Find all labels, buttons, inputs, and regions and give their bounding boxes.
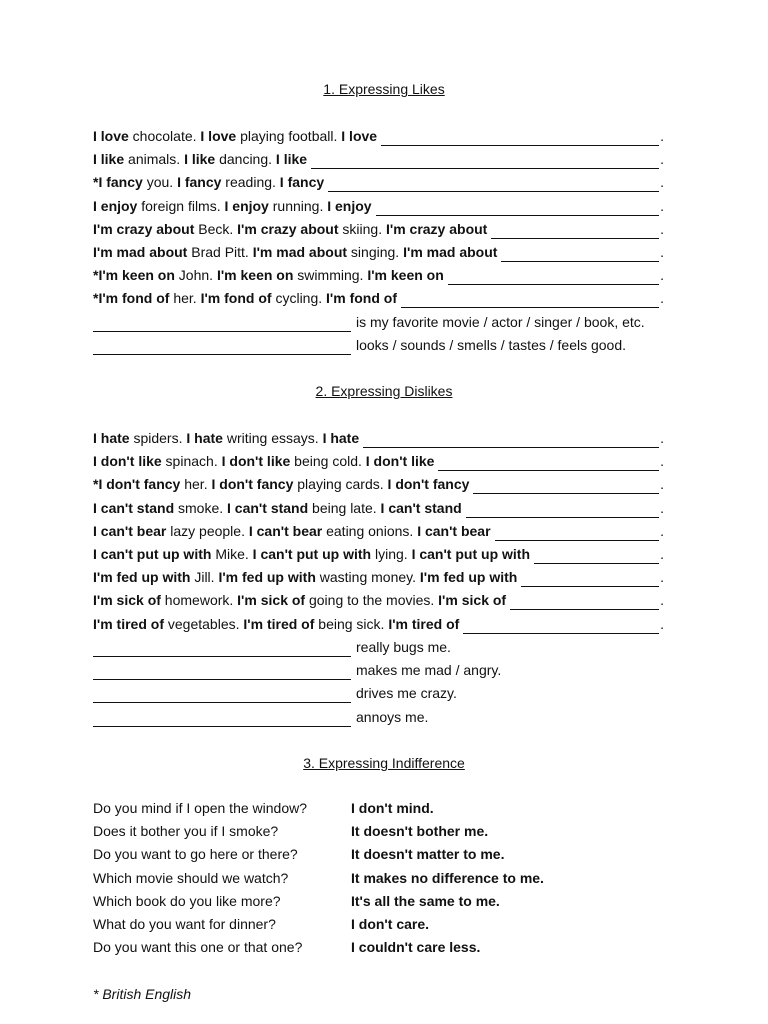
example-text: skiing. (338, 220, 386, 237)
key-phrase: I'm sick of (438, 592, 507, 609)
indifference-answer: It's all the same to me. (351, 892, 500, 909)
key-phrase: I don't fancy (211, 476, 294, 493)
answer-blank[interactable] (311, 154, 659, 169)
sentence-row (93, 196, 664, 216)
key-phrase: I'm crazy about (93, 220, 195, 237)
key-phrase: I'm keen on (367, 267, 444, 284)
answer-blank[interactable] (328, 177, 659, 192)
period: . (660, 151, 664, 168)
example-text: vegetables. (164, 615, 244, 632)
example-text: homework. (160, 592, 238, 609)
completion-text: drives me crazy. (356, 685, 457, 702)
key-phrase: I can't stand (93, 499, 175, 516)
example-text: foreign films. (137, 197, 225, 214)
key-phrase: I enjoy (93, 197, 138, 214)
sentence-row (93, 219, 664, 239)
key-phrase: *I'm keen on (93, 267, 175, 284)
period: . (660, 592, 664, 609)
key-phrase: *I'm fond of (93, 290, 170, 307)
key-phrase: I hate (93, 430, 130, 446)
key-phrase: I'm tired of (93, 615, 164, 632)
period: . (660, 128, 664, 144)
key-phrase: I'm mad about (93, 244, 188, 260)
answer-blank[interactable] (93, 665, 351, 680)
period: . (660, 290, 664, 307)
example-text: singing. (347, 244, 404, 260)
key-phrase: I love (341, 128, 378, 144)
indifference-answer: It doesn't bother me. (351, 823, 489, 840)
example-text: animals. (124, 151, 185, 168)
answer-blank[interactable] (501, 247, 659, 262)
example-text: dancing. (215, 151, 276, 168)
key-phrase: I'm fond of (200, 290, 272, 307)
example-text: smoke. (174, 499, 228, 516)
section-title-dislikes: 2. Expressing Dislikes (315, 383, 453, 399)
indifference-answer: I don't care. (351, 916, 430, 932)
example-text: you. (142, 174, 178, 191)
sentence-row (93, 451, 664, 471)
key-phrase: I enjoy (224, 197, 269, 214)
example-text: chocolate. (128, 128, 201, 144)
key-phrase: I'm sick of (93, 592, 161, 609)
period: . (660, 569, 664, 586)
key-phrase: I don't fancy (387, 476, 470, 493)
example-text: running. (268, 197, 328, 214)
example-text: Jill. (190, 569, 219, 586)
example-text: playing football. (236, 128, 342, 144)
sentence-row (93, 590, 664, 610)
example-text: Brad Pitt. (187, 244, 253, 260)
example-text: eating onions. (322, 522, 418, 539)
answer-blank[interactable] (495, 526, 660, 541)
section-title-likes: 1. Expressing Likes (323, 81, 445, 97)
example-text: Beck. (194, 220, 238, 237)
sentence-row (93, 242, 664, 262)
indifference-answer: I don't mind. (351, 800, 434, 816)
key-phrase: *I don't fancy (93, 476, 181, 493)
key-phrase: I'm fed up with (419, 569, 518, 586)
example-text: swimming. (293, 267, 368, 284)
example-text: her. (180, 476, 212, 493)
example-text: writing essays. (222, 430, 323, 446)
key-phrase: I fancy (177, 174, 222, 191)
key-phrase: I'm fed up with (218, 569, 316, 586)
answer-blank[interactable] (93, 340, 351, 355)
period: . (660, 197, 664, 214)
key-phrase: I like (93, 151, 125, 168)
answer-blank[interactable] (521, 572, 659, 587)
blank-lead-row (93, 637, 451, 657)
key-phrase: I can't bear (248, 522, 323, 539)
answer-blank[interactable] (93, 688, 351, 703)
answer-blank[interactable] (534, 549, 659, 564)
blank-lead-row (93, 707, 428, 727)
answer-blank[interactable] (466, 503, 659, 518)
answer-blank[interactable] (448, 270, 659, 285)
example-text: wasting money. (315, 569, 420, 586)
example-text: being late. (308, 499, 381, 516)
answer-blank[interactable] (93, 317, 351, 332)
sentence-row (93, 567, 664, 587)
key-phrase: I'm tired of (243, 615, 315, 632)
period: . (660, 615, 664, 632)
example-text: being sick. (314, 615, 389, 632)
key-phrase: I'm mad about (252, 244, 348, 260)
sentence-row (93, 614, 664, 634)
period: . (660, 453, 664, 470)
key-phrase: I'm crazy about (385, 220, 488, 237)
example-text: her. (169, 290, 201, 307)
key-phrase: I like (275, 151, 308, 168)
sentence-row (93, 288, 664, 308)
key-phrase: I'm keen on (216, 267, 294, 284)
key-phrase: *I fancy (93, 174, 143, 191)
key-phrase: I love (93, 128, 129, 144)
key-phrase: I'm sick of (237, 592, 306, 609)
example-text: lying. (371, 546, 412, 562)
key-phrase: I can't put up with (411, 546, 531, 562)
example-text: spinach. (161, 453, 222, 470)
sentence-row (93, 474, 664, 494)
period: . (660, 522, 664, 539)
sentence-row (93, 265, 664, 285)
indifference-question: Which book do you like more? (93, 892, 281, 909)
answer-blank[interactable] (381, 131, 659, 146)
key-phrase: I can't put up with (252, 546, 372, 562)
indifference-answer: It makes no difference to me. (351, 869, 544, 886)
key-phrase: I can't bear (93, 522, 167, 539)
key-phrase: I can't stand (380, 499, 462, 516)
period: . (660, 476, 664, 493)
period: . (660, 499, 664, 516)
indifference-question: Do you mind if I open the window? (93, 800, 308, 816)
answer-blank[interactable] (93, 642, 351, 657)
example-text: spiders. (129, 430, 187, 446)
blank-lead-row (93, 335, 626, 355)
indifference-answer: I couldn't care less. (351, 939, 481, 956)
indifference-answer: It doesn't matter to me. (351, 846, 505, 863)
key-phrase: I'm fond of (326, 290, 398, 307)
answer-blank[interactable] (438, 456, 659, 471)
key-phrase: I can't put up with (93, 546, 212, 562)
key-phrase: I'm fed up with (93, 569, 191, 586)
sentence-row (93, 428, 664, 448)
indifference-question: What do you want for dinner? (93, 916, 276, 932)
answer-blank[interactable] (363, 433, 659, 448)
answer-blank[interactable] (510, 595, 659, 610)
answer-blank[interactable] (491, 224, 659, 239)
answer-blank[interactable] (463, 619, 659, 634)
example-text: going to the movies. (305, 592, 439, 609)
answer-blank[interactable] (401, 293, 659, 308)
example-text: being cold. (290, 453, 366, 470)
example-text: John. (174, 267, 217, 284)
example-text: reading. (221, 174, 280, 191)
answer-blank[interactable] (93, 712, 351, 727)
key-phrase: I enjoy (327, 197, 372, 214)
key-phrase: I'm crazy about (237, 220, 339, 237)
key-phrase: I hate (322, 430, 360, 446)
period: . (660, 546, 664, 562)
key-phrase: I'm tired of (388, 615, 460, 632)
sentence-row (93, 521, 664, 541)
footnote: * British English (93, 986, 192, 1002)
indifference-question: Do you want to go here or there? (93, 846, 298, 863)
key-phrase: I don't like (221, 453, 291, 470)
key-phrase: I don't like (365, 453, 435, 470)
key-phrase: I hate (186, 430, 223, 446)
period: . (660, 430, 664, 446)
indifference-question: Do you want this one or that one? (93, 939, 303, 956)
example-text: cycling. (271, 290, 327, 307)
sentence-row (93, 126, 664, 146)
period: . (660, 174, 664, 191)
sentence-row (93, 172, 664, 192)
example-text: Mike. (211, 546, 253, 562)
blank-lead-row (93, 312, 645, 332)
completion-text: annoys me. (356, 708, 429, 725)
key-phrase: I don't like (93, 453, 162, 470)
example-text: lazy people. (166, 522, 249, 539)
answer-blank[interactable] (376, 201, 660, 216)
blank-lead-row (93, 660, 501, 680)
section-title-indifference: 3. Expressing Indifference (303, 755, 465, 771)
sentence-row (93, 149, 664, 169)
blank-lead-row (93, 683, 457, 703)
completion-text: makes me mad / angry. (356, 662, 502, 679)
key-phrase: I can't bear (417, 522, 491, 539)
key-phrase: I fancy (279, 174, 325, 191)
key-phrase: I like (184, 151, 216, 168)
indifference-question: Which movie should we watch? (93, 869, 289, 886)
completion-text: really bugs me. (356, 639, 451, 655)
period: . (660, 267, 664, 284)
example-text: playing cards. (293, 476, 388, 493)
key-phrase: I'm mad about (403, 244, 498, 260)
key-phrase: I love (200, 128, 237, 144)
indifference-question: Does it bother you if I smoke? (93, 823, 279, 840)
completion-text: looks / sounds / smells / tastes / feels good. (356, 337, 627, 354)
answer-blank[interactable] (473, 479, 659, 494)
sentence-row (93, 498, 664, 518)
key-phrase: I can't stand (227, 499, 309, 516)
sentence-row (93, 544, 664, 564)
period: . (660, 244, 664, 260)
period: . (660, 220, 664, 237)
completion-text: is my favorite movie / actor / singer / book, etc. (356, 314, 645, 330)
